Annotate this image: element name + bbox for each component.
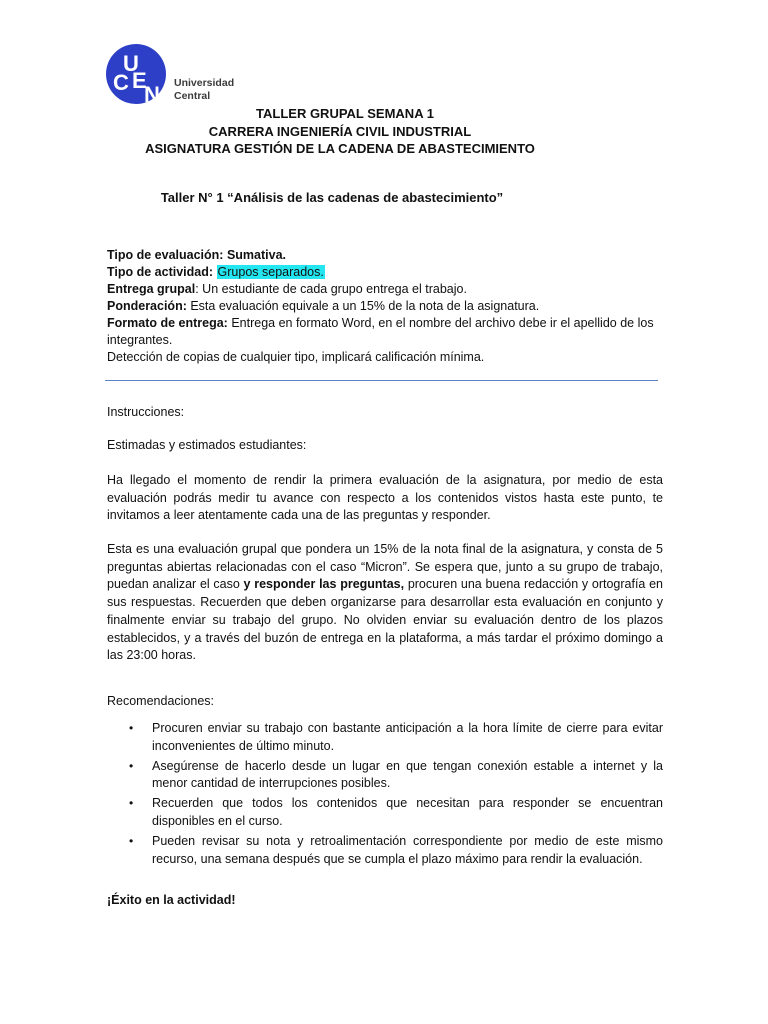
logo-letter-c: C <box>113 70 129 95</box>
section-divider <box>105 380 658 381</box>
paragraph-part: procuren una buena redacción y ortografía en sus respuestas. Recuerden que deben organizarse para desarrollar esta evaluación en conjunto y finalmente enviar su trabajo del grupo. No olviden enviar su evaluación dentro de los plazos establecidos, y a través del buzón de entrega en la plataforma, a más tardar el próximo domingo a las 23:00 horas. <box>107 577 663 663</box>
meta-ponderacion <box>107 298 667 315</box>
meta-label: Tipo de evaluación: <box>107 248 224 262</box>
list-item-text: Asegúrense de hacerlo desde un lugar en que tengan conexión estable a internet y la menor cantidad de interrupciones posibles. <box>152 758 663 791</box>
bullet-icon: • <box>129 834 134 849</box>
evaluation-details <box>107 247 667 366</box>
logo-letter-n: N <box>144 82 160 104</box>
meta-copias: Detección de copias de cualquier tipo, implicará calificación mínima. <box>107 350 485 364</box>
paragraph-bold-part: y responder las preguntas, <box>243 577 405 592</box>
document-header <box>0 105 680 158</box>
meta-value: Esta evaluación equivale a un 15% de la nota de la asignatura. <box>186 299 540 313</box>
heading-text: Instrucciones: <box>107 405 185 419</box>
heading-text: Recomendaciones: <box>107 694 215 708</box>
greeting-text: Estimadas y estimados estudiantes: <box>107 438 307 452</box>
meta-value: : Un estudiante de cada grupo entrega el trabajo. <box>195 282 467 296</box>
evaluation-paragraph <box>107 541 663 665</box>
list-item <box>107 758 663 793</box>
bullet-icon: • <box>129 721 134 735</box>
list-item-text: Procuren enviar su trabajo con bastante anticipación a la hora límite de cierre para evitar inconvenientes de último minuto. <box>152 721 663 753</box>
header-line-1: TALLER GRUPAL SEMANA 1 <box>256 106 434 121</box>
workshop-title: Taller N° 1 “Análisis de las cadenas de abastecimiento” <box>160 190 504 205</box>
intro-paragraph <box>107 472 663 525</box>
highlighted-value: Grupos separados. <box>217 265 324 279</box>
meta-value: Sumativa. <box>223 248 286 262</box>
meta-tipo-evaluacion <box>107 247 667 264</box>
logo-wordmark <box>174 77 234 103</box>
ucen-logo-icon <box>106 44 166 104</box>
meta-label: Tipo de actividad: <box>107 265 214 279</box>
paragraph-text <box>107 541 663 665</box>
meta-label: Formato de entrega: <box>107 316 228 330</box>
logo-name-line2: Central <box>174 90 211 102</box>
list-item-text: Pueden revisar su nota y retroalimentación correspondiente por medio de este mismo recurso, una semana después que se cumpla el plazo máximo para rendir la evaluación. <box>152 834 663 866</box>
list-item <box>107 833 663 868</box>
meta-value: Entrega en formato Word, en el nombre del archivo debe ir el apellido de los integrantes. <box>107 316 654 347</box>
list-item <box>107 720 663 755</box>
meta-label: Entrega grupal <box>107 282 196 296</box>
logo-letter-e: E <box>132 68 147 93</box>
paragraph-text: Ha llegado el momento de rendir la primera evaluación de la asignatura, por medio de esta evaluación podrás medir tu avance con respecto a los contenidos vistos hasta este punto, te invitamos a leer atentamente cada una de las preguntas y responder. <box>107 473 663 523</box>
meta-label: Ponderación: <box>107 299 187 313</box>
paragraph-part: Esta es una evaluación grupal que pondera un 15% de la nota final de la asignatura, y consta de 5 preguntas abiertas relacionadas con el caso “Micron”. Se espera que, junto a su grupo de trabajo, puedan analizar el caso <box>107 542 663 592</box>
meta-entrega <box>107 281 667 298</box>
list-item <box>107 795 663 830</box>
meta-tipo-actividad <box>107 264 667 281</box>
list-item-text: Recuerden que todos los contenidos que necesitan para responder se encuentran disponibles en el curso. <box>152 796 663 829</box>
header-line-3: ASIGNATURA GESTIÓN DE LA CADENA DE ABASTECIMIENTO <box>145 141 535 156</box>
bullet-icon: • <box>129 758 134 773</box>
recommendations-heading <box>107 693 663 711</box>
university-logo <box>106 44 246 104</box>
instructions-heading <box>107 404 663 422</box>
logo-letter-u: U <box>123 51 139 76</box>
logo-name-line1: Universidad <box>174 77 235 89</box>
closing-message: ¡Éxito en la actividad! <box>107 893 236 907</box>
recommendations-list <box>107 720 663 871</box>
greeting <box>107 437 663 455</box>
meta-formato <box>107 315 667 349</box>
header-line-2: CARRERA INGENIERÍA CIVIL INDUSTRIAL <box>208 123 472 139</box>
bullet-icon: • <box>129 796 134 811</box>
